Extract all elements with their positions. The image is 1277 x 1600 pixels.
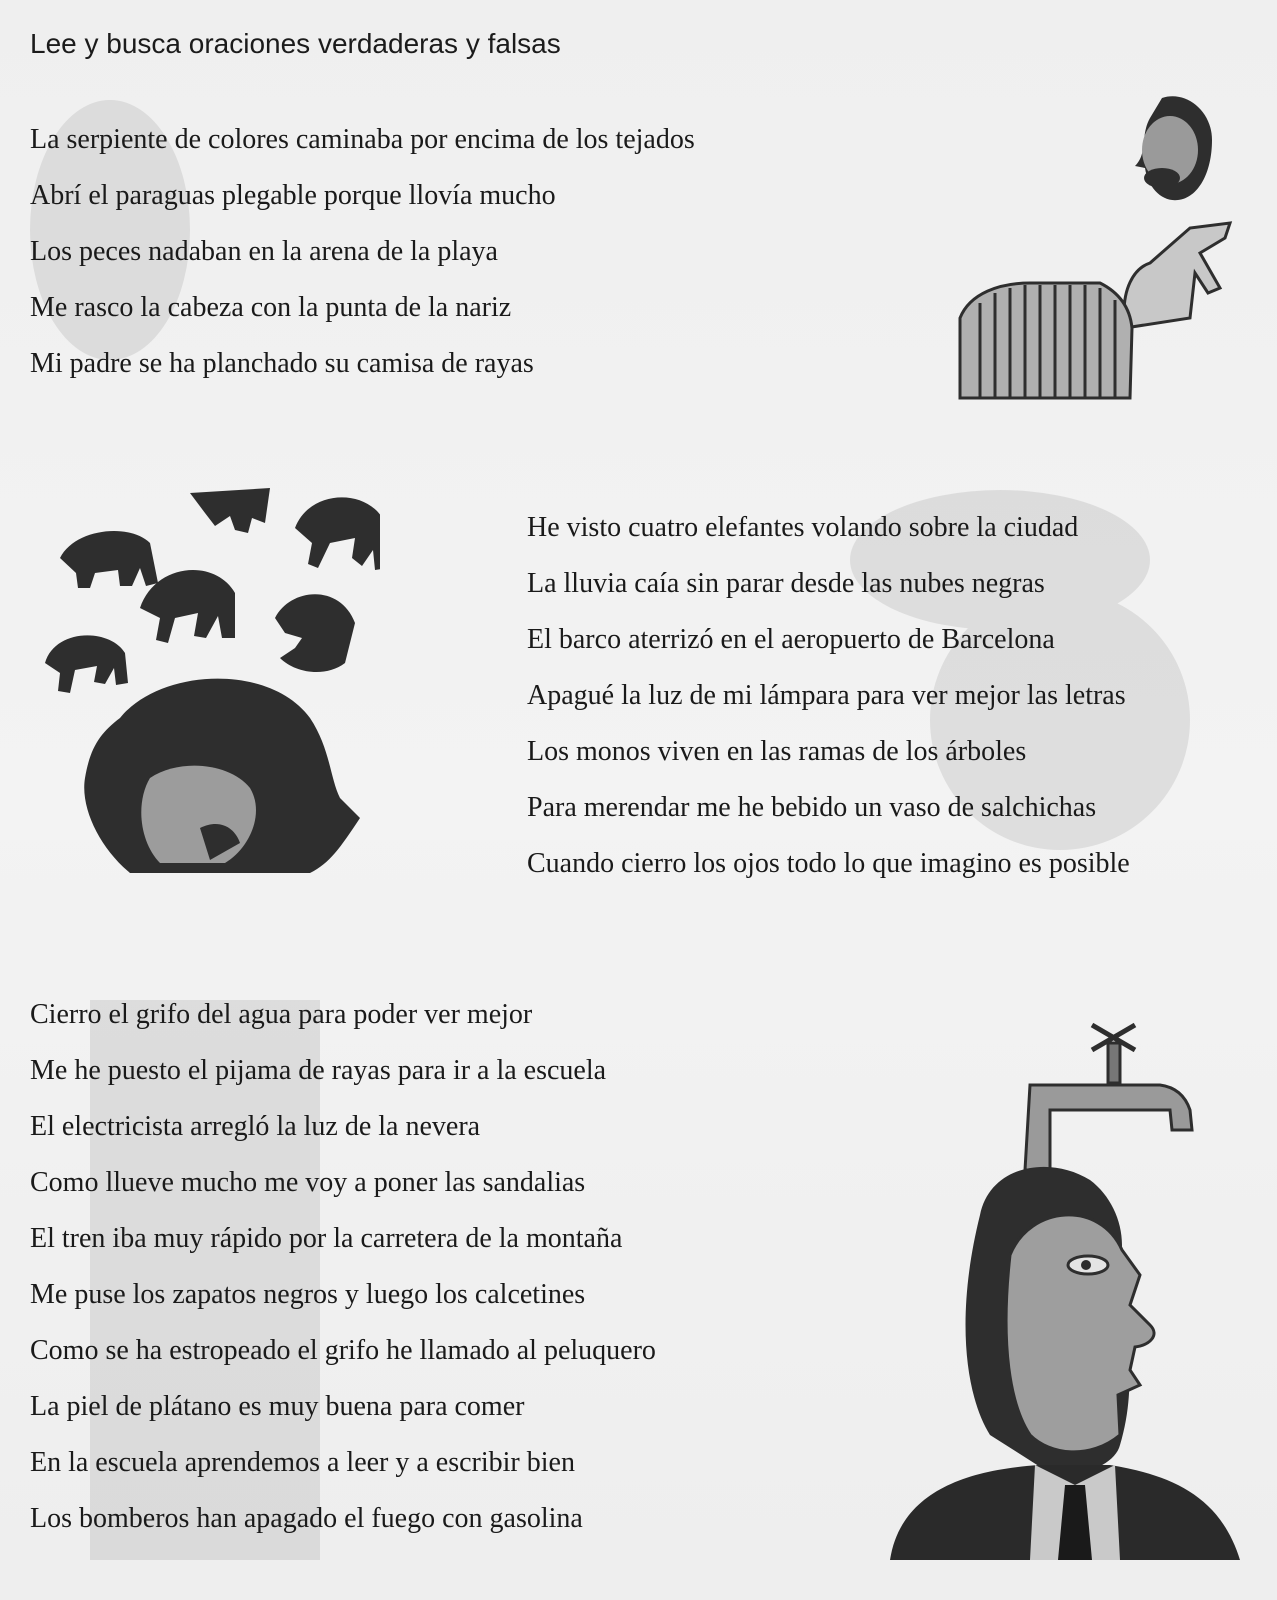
sentence: Los peces nadaban en la arena de la playa <box>30 236 498 267</box>
sentence: Los bomberos han apagado el fuego con gasolina <box>30 1503 583 1534</box>
sentence: Abrí el paraguas plegable porque llovía mucho <box>30 180 556 211</box>
sentence: Cierro el grifo del agua para poder ver mejor <box>30 999 533 1030</box>
sentence: Cuando cierro los ojos todo lo que imagino es posible <box>527 848 1130 879</box>
sentence: El tren iba muy rápido por la carretera de la montaña <box>30 1223 623 1254</box>
flying-elephants-illustration <box>40 488 380 898</box>
sentence: El electricista arregló la luz de la nevera <box>30 1111 481 1142</box>
sentence: Me rasco la cabeza con la punta de la nariz <box>30 292 512 323</box>
sentence: Me he puesto el pijama de rayas para ir a la escuela <box>30 1055 607 1086</box>
sentence: La lluvia caía sin parar desde las nubes negras <box>527 568 1045 599</box>
sentence: Los monos viven en las ramas de los árboles <box>527 736 1027 767</box>
sentence: La piel de plátano es muy buena para comer <box>30 1391 525 1422</box>
sentence: Como se ha estropeado el grifo he llamado al peluquero <box>30 1335 656 1366</box>
man-with-tap-illustration <box>860 1015 1260 1560</box>
sentence: He visto cuatro elefantes volando sobre la ciudad <box>527 512 1079 543</box>
worksheet-title: Lee y busca oraciones verdaderas y falsas <box>30 28 561 59</box>
sentence: Apagué la luz de mi lámpara para ver mejor las letras <box>527 680 1126 711</box>
sentence: En la escuela aprendemos a leer y a escribir bien <box>30 1447 575 1478</box>
sentence: Para merendar me he bebido un vaso de salchichas <box>527 792 1097 823</box>
sentence: El barco aterrizó en el aeropuerto de Barcelona <box>527 624 1055 655</box>
sentence: La serpiente de colores caminaba por encima de los tejados <box>30 124 695 155</box>
man-shirt-illustration <box>950 88 1250 408</box>
sentence: Como llueve mucho me voy a poner las sandalias <box>30 1167 586 1198</box>
sentence: Me puse los zapatos negros y luego los calcetines <box>30 1279 586 1310</box>
sentence: Mi padre se ha planchado su camisa de rayas <box>30 348 534 379</box>
